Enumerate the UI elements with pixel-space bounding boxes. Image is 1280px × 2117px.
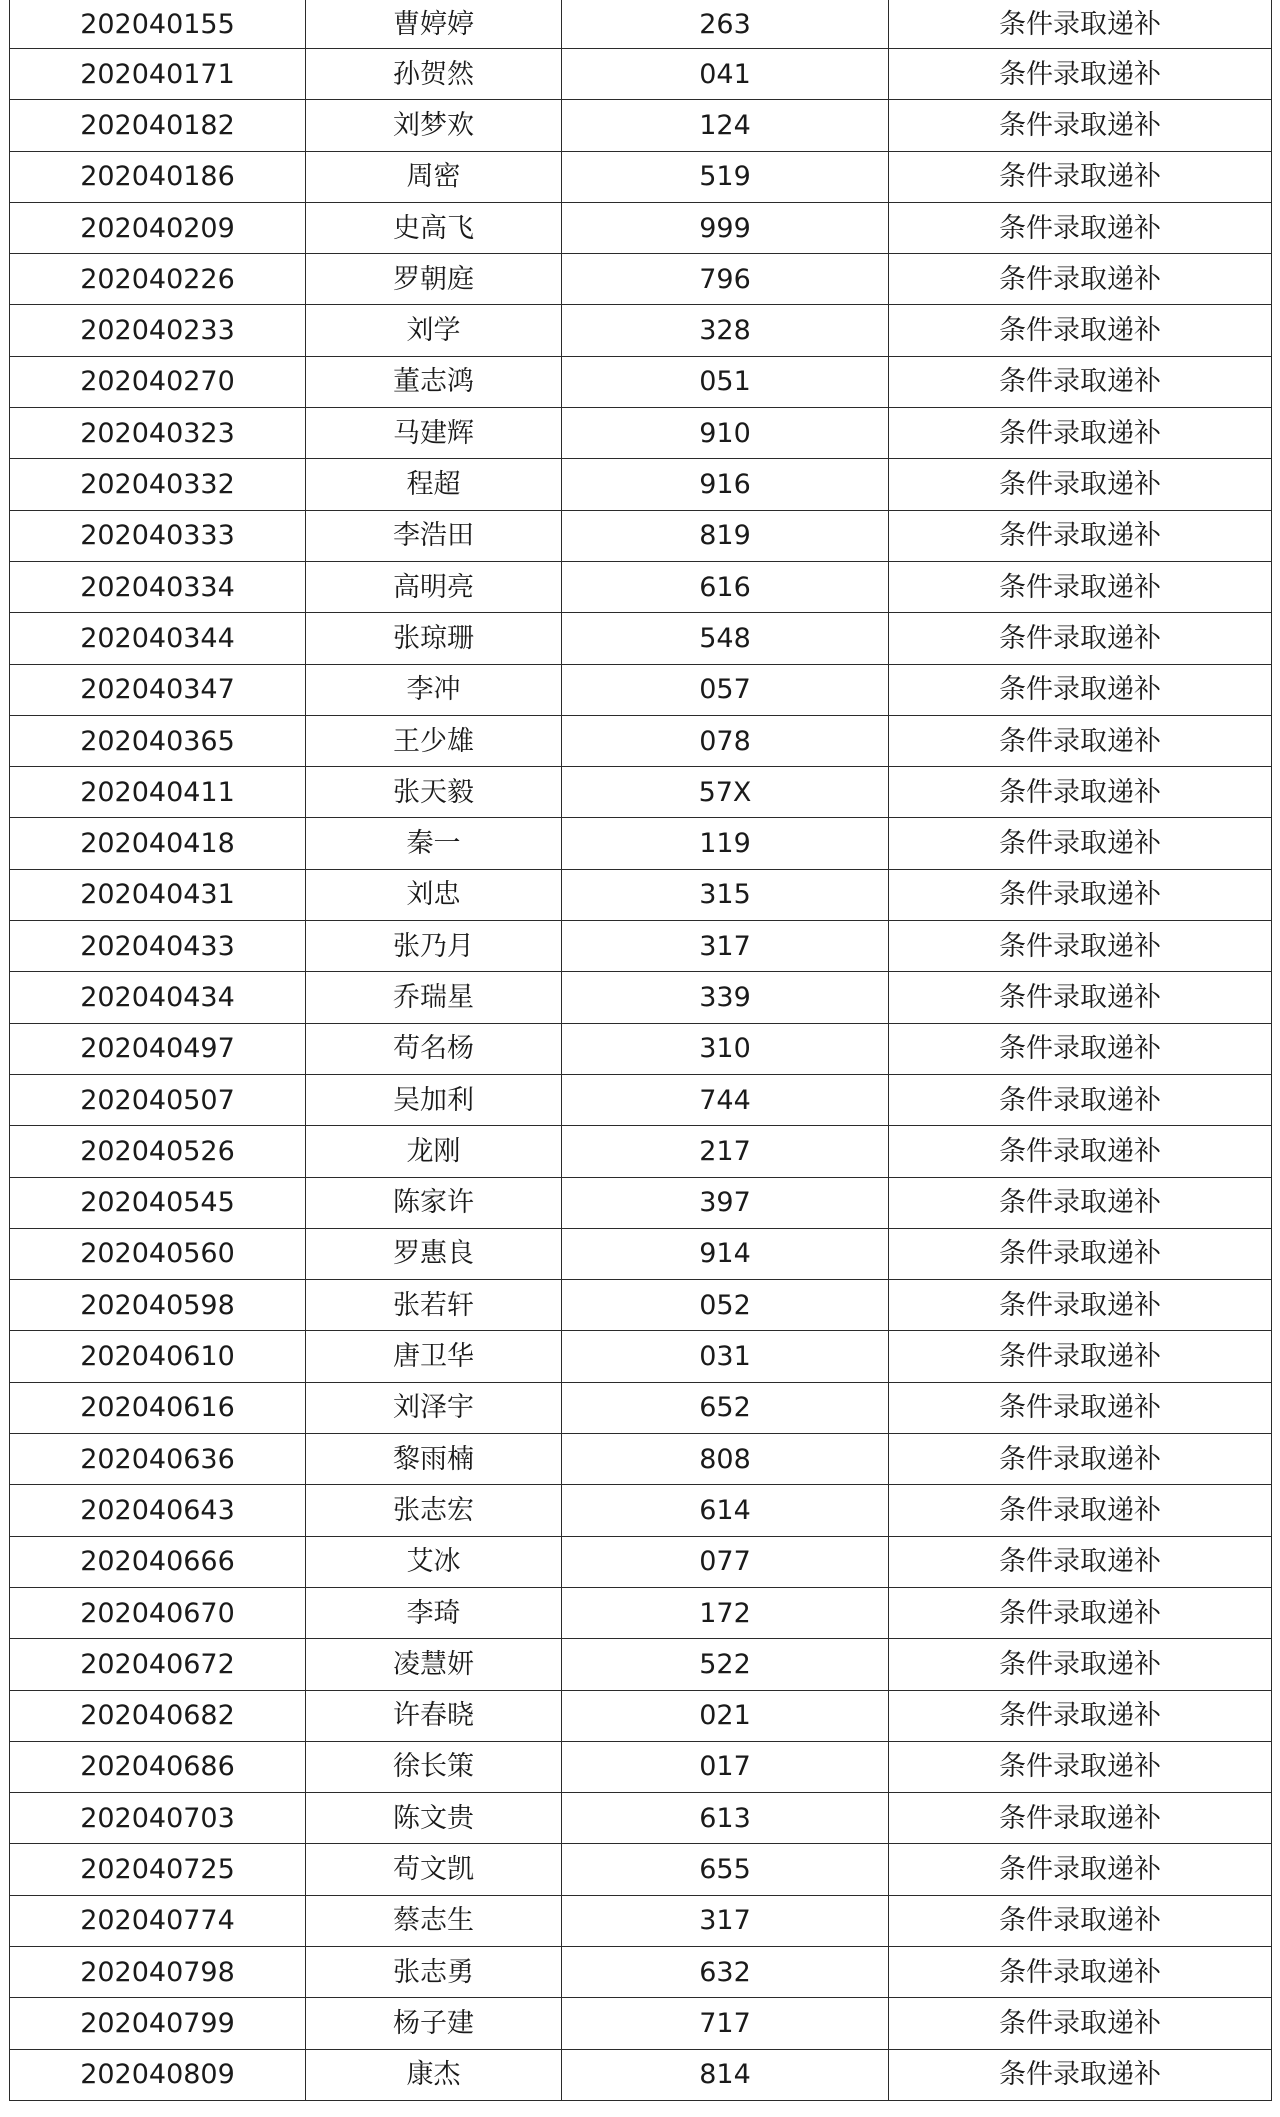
candidate-code-cell: 916: [562, 459, 889, 510]
candidate-name-cell: 陈文贵: [306, 1793, 562, 1844]
table-row: [10, 1536, 1272, 1587]
table-row: [10, 1485, 1272, 1536]
candidate-name-cell: 乔瑞星: [306, 972, 562, 1023]
table-row: [10, 613, 1272, 664]
candidate-id-cell: 202040682: [10, 1690, 306, 1741]
candidate-code-cell: 077: [562, 1536, 889, 1587]
candidate-id-cell: 202040798: [10, 1946, 306, 1997]
candidate-name-cell: 凌慧妍: [306, 1639, 562, 1690]
candidate-code-cell: 078: [562, 715, 889, 766]
candidate-code-cell: 021: [562, 1690, 889, 1741]
candidate-id-cell: 202040433: [10, 921, 306, 972]
candidate-code-cell: 057: [562, 664, 889, 715]
admission-status-cell: 条件录取递补: [889, 715, 1272, 766]
candidate-id-cell: 202040670: [10, 1587, 306, 1638]
candidate-id-cell: 202040809: [10, 2049, 306, 2100]
candidate-code-cell: 613: [562, 1793, 889, 1844]
candidate-name-cell: 蔡志生: [306, 1895, 562, 1946]
admission-table-body: [10, 0, 1272, 2100]
candidate-name-cell: 张志勇: [306, 1946, 562, 1997]
table-row: [10, 818, 1272, 869]
candidate-code-cell: 017: [562, 1741, 889, 1792]
candidate-id-cell: 202040610: [10, 1331, 306, 1382]
table-row: [10, 1382, 1272, 1433]
admission-status-cell: 条件录取递补: [889, 1587, 1272, 1638]
admission-status-cell: 条件录取递补: [889, 1177, 1272, 1228]
table-row: [10, 459, 1272, 510]
admission-status-cell: 条件录取递补: [889, 1434, 1272, 1485]
table-row: [10, 1228, 1272, 1279]
candidate-code-cell: 57X: [562, 767, 889, 818]
candidate-name-cell: 龙刚: [306, 1126, 562, 1177]
candidate-code-cell: 717: [562, 1998, 889, 2049]
admission-status-cell: 条件录取递补: [889, 459, 1272, 510]
candidate-id-cell: 202040411: [10, 767, 306, 818]
candidate-name-cell: 曹婷婷: [306, 0, 562, 49]
admission-status-cell: 条件录取递补: [889, 1946, 1272, 1997]
table-row: [10, 869, 1272, 920]
candidate-id-cell: 202040431: [10, 869, 306, 920]
admission-status-cell: 条件录取递补: [889, 972, 1272, 1023]
candidate-code-cell: 744: [562, 1074, 889, 1125]
table-row: [10, 2049, 1272, 2100]
admission-status-cell: 条件录取递补: [889, 1793, 1272, 1844]
table-row: [10, 254, 1272, 305]
admission-status-cell: 条件录取递补: [889, 1228, 1272, 1279]
candidate-name-cell: 张天毅: [306, 767, 562, 818]
admission-status-cell: 条件录取递补: [889, 1074, 1272, 1125]
candidate-name-cell: 张若轩: [306, 1280, 562, 1331]
admission-status-cell: 条件录取递补: [889, 1536, 1272, 1587]
candidate-id-cell: 202040636: [10, 1434, 306, 1485]
table-row: [10, 1998, 1272, 2049]
candidate-name-cell: 吴加利: [306, 1074, 562, 1125]
candidate-code-cell: 124: [562, 100, 889, 151]
admission-status-cell: 条件录取递补: [889, 613, 1272, 664]
table-row: [10, 664, 1272, 715]
candidate-id-cell: 202040186: [10, 151, 306, 202]
candidate-name-cell: 刘学: [306, 305, 562, 356]
admission-status-cell: 条件录取递补: [889, 1690, 1272, 1741]
candidate-code-cell: 652: [562, 1382, 889, 1433]
table-row: [10, 1741, 1272, 1792]
candidate-id-cell: 202040347: [10, 664, 306, 715]
candidate-name-cell: 董志鸿: [306, 356, 562, 407]
candidate-name-cell: 孙贺然: [306, 49, 562, 100]
candidate-name-cell: 李琦: [306, 1587, 562, 1638]
admission-status-cell: 条件录取递补: [889, 1331, 1272, 1382]
candidate-id-cell: 202040171: [10, 49, 306, 100]
table-row: [10, 767, 1272, 818]
candidate-id-cell: 202040725: [10, 1844, 306, 1895]
admission-status-cell: 条件录取递补: [889, 1023, 1272, 1074]
admission-status-cell: 条件录取递补: [889, 1485, 1272, 1536]
table-row: [10, 1177, 1272, 1228]
table-row: [10, 100, 1272, 151]
candidate-code-cell: 914: [562, 1228, 889, 1279]
admission-status-cell: 条件录取递补: [889, 202, 1272, 253]
admission-status-cell: 条件录取递补: [889, 510, 1272, 561]
candidate-code-cell: 263: [562, 0, 889, 49]
admission-status-cell: 条件录取递补: [889, 254, 1272, 305]
candidate-code-cell: 548: [562, 613, 889, 664]
candidate-id-cell: 202040774: [10, 1895, 306, 1946]
admission-status-cell: 条件录取递补: [889, 2049, 1272, 2100]
admission-status-cell: 条件录取递补: [889, 767, 1272, 818]
candidate-code-cell: 796: [562, 254, 889, 305]
table-row: [10, 356, 1272, 407]
candidate-name-cell: 王少雄: [306, 715, 562, 766]
candidate-id-cell: 202040526: [10, 1126, 306, 1177]
candidate-code-cell: 041: [562, 49, 889, 100]
candidate-id-cell: 202040703: [10, 1793, 306, 1844]
table-row: [10, 1126, 1272, 1177]
candidate-code-cell: 328: [562, 305, 889, 356]
candidate-code-cell: 217: [562, 1126, 889, 1177]
table-row: [10, 49, 1272, 100]
candidate-id-cell: 202040270: [10, 356, 306, 407]
admission-status-cell: 条件录取递补: [889, 49, 1272, 100]
candidate-id-cell: 202040182: [10, 100, 306, 151]
admission-status-cell: 条件录取递补: [889, 100, 1272, 151]
admission-status-cell: 条件录取递补: [889, 1741, 1272, 1792]
admission-status-cell: 条件录取递补: [889, 818, 1272, 869]
candidate-name-cell: 周密: [306, 151, 562, 202]
table-row: [10, 1434, 1272, 1485]
candidate-code-cell: 119: [562, 818, 889, 869]
candidate-name-cell: 张乃月: [306, 921, 562, 972]
table-row: [10, 1793, 1272, 1844]
candidate-name-cell: 陈家许: [306, 1177, 562, 1228]
candidate-code-cell: 999: [562, 202, 889, 253]
candidate-code-cell: 339: [562, 972, 889, 1023]
candidate-name-cell: 苟文凯: [306, 1844, 562, 1895]
table-row: [10, 561, 1272, 612]
admission-status-cell: 条件录取递补: [889, 356, 1272, 407]
admission-status-cell: 条件录取递补: [889, 408, 1272, 459]
admission-status-cell: 条件录取递补: [889, 305, 1272, 356]
candidate-id-cell: 202040643: [10, 1485, 306, 1536]
admission-status-cell: 条件录取递补: [889, 1126, 1272, 1177]
candidate-name-cell: 杨子建: [306, 1998, 562, 2049]
candidate-name-cell: 康杰: [306, 2049, 562, 2100]
candidate-name-cell: 高明亮: [306, 561, 562, 612]
candidate-code-cell: 031: [562, 1331, 889, 1382]
candidate-code-cell: 310: [562, 1023, 889, 1074]
candidate-name-cell: 张志宏: [306, 1485, 562, 1536]
table-row: [10, 1946, 1272, 1997]
candidate-id-cell: 202040799: [10, 1998, 306, 2049]
candidate-name-cell: 黎雨楠: [306, 1434, 562, 1485]
candidate-code-cell: 051: [562, 356, 889, 407]
candidate-name-cell: 秦一: [306, 818, 562, 869]
table-row: [10, 1280, 1272, 1331]
table-row: [10, 921, 1272, 972]
admission-status-cell: 条件录取递补: [889, 921, 1272, 972]
candidate-code-cell: 052: [562, 1280, 889, 1331]
candidate-id-cell: 202040616: [10, 1382, 306, 1433]
admission-status-cell: 条件录取递补: [889, 561, 1272, 612]
table-row: [10, 1587, 1272, 1638]
candidate-id-cell: 202040332: [10, 459, 306, 510]
candidate-id-cell: 202040344: [10, 613, 306, 664]
admission-status-cell: 条件录取递补: [889, 1639, 1272, 1690]
candidate-name-cell: 徐长策: [306, 1741, 562, 1792]
table-row: [10, 1331, 1272, 1382]
candidate-name-cell: 艾冰: [306, 1536, 562, 1587]
candidate-id-cell: 202040434: [10, 972, 306, 1023]
candidate-name-cell: 罗朝庭: [306, 254, 562, 305]
candidate-code-cell: 814: [562, 2049, 889, 2100]
table-row: [10, 202, 1272, 253]
candidate-name-cell: 唐卫华: [306, 1331, 562, 1382]
candidate-code-cell: 317: [562, 1895, 889, 1946]
candidate-name-cell: 刘泽宇: [306, 1382, 562, 1433]
candidate-code-cell: 519: [562, 151, 889, 202]
candidate-name-cell: 罗惠良: [306, 1228, 562, 1279]
admission-table-container: [9, 0, 1271, 2101]
admission-table: [9, 0, 1272, 2101]
table-row: [10, 1895, 1272, 1946]
admission-status-cell: 条件录取递补: [889, 1280, 1272, 1331]
candidate-id-cell: 202040209: [10, 202, 306, 253]
candidate-id-cell: 202040497: [10, 1023, 306, 1074]
admission-status-cell: 条件录取递补: [889, 0, 1272, 49]
candidate-code-cell: 632: [562, 1946, 889, 1997]
candidate-name-cell: 刘忠: [306, 869, 562, 920]
candidate-name-cell: 程超: [306, 459, 562, 510]
admission-status-cell: 条件录取递补: [889, 151, 1272, 202]
candidate-name-cell: 李冲: [306, 664, 562, 715]
admission-status-cell: 条件录取递补: [889, 1895, 1272, 1946]
candidate-name-cell: 刘梦欢: [306, 100, 562, 151]
table-row: [10, 510, 1272, 561]
table-row: [10, 1023, 1272, 1074]
table-row: [10, 151, 1272, 202]
candidate-code-cell: 655: [562, 1844, 889, 1895]
candidate-name-cell: 李浩田: [306, 510, 562, 561]
candidate-id-cell: 202040666: [10, 1536, 306, 1587]
candidate-code-cell: 315: [562, 869, 889, 920]
candidate-id-cell: 202040334: [10, 561, 306, 612]
candidate-code-cell: 397: [562, 1177, 889, 1228]
candidate-id-cell: 202040155: [10, 0, 306, 49]
admission-status-cell: 条件录取递补: [889, 664, 1272, 715]
candidate-code-cell: 317: [562, 921, 889, 972]
admission-status-cell: 条件录取递补: [889, 1844, 1272, 1895]
candidate-id-cell: 202040507: [10, 1074, 306, 1125]
candidate-id-cell: 202040560: [10, 1228, 306, 1279]
table-row: [10, 715, 1272, 766]
admission-status-cell: 条件录取递补: [889, 1382, 1272, 1433]
candidate-code-cell: 910: [562, 408, 889, 459]
candidate-name-cell: 张琼珊: [306, 613, 562, 664]
table-row: [10, 1639, 1272, 1690]
table-row: [10, 1690, 1272, 1741]
table-row: [10, 0, 1272, 49]
table-row: [10, 305, 1272, 356]
candidate-id-cell: 202040226: [10, 254, 306, 305]
candidate-code-cell: 172: [562, 1587, 889, 1638]
admission-status-cell: 条件录取递补: [889, 869, 1272, 920]
candidate-id-cell: 202040233: [10, 305, 306, 356]
candidate-name-cell: 许春晓: [306, 1690, 562, 1741]
candidate-id-cell: 202040418: [10, 818, 306, 869]
admission-status-cell: 条件录取递补: [889, 1998, 1272, 2049]
candidate-id-cell: 202040672: [10, 1639, 306, 1690]
table-row: [10, 972, 1272, 1023]
candidate-id-cell: 202040598: [10, 1280, 306, 1331]
candidate-code-cell: 819: [562, 510, 889, 561]
candidate-name-cell: 史高飞: [306, 202, 562, 253]
candidate-name-cell: 马建辉: [306, 408, 562, 459]
candidate-id-cell: 202040686: [10, 1741, 306, 1792]
candidate-id-cell: 202040545: [10, 1177, 306, 1228]
candidate-id-cell: 202040365: [10, 715, 306, 766]
candidate-code-cell: 522: [562, 1639, 889, 1690]
table-row: [10, 1844, 1272, 1895]
table-row: [10, 408, 1272, 459]
table-row: [10, 1074, 1272, 1125]
candidate-id-cell: 202040323: [10, 408, 306, 459]
candidate-code-cell: 614: [562, 1485, 889, 1536]
candidate-id-cell: 202040333: [10, 510, 306, 561]
candidate-code-cell: 808: [562, 1434, 889, 1485]
candidate-code-cell: 616: [562, 561, 889, 612]
candidate-name-cell: 苟名杨: [306, 1023, 562, 1074]
